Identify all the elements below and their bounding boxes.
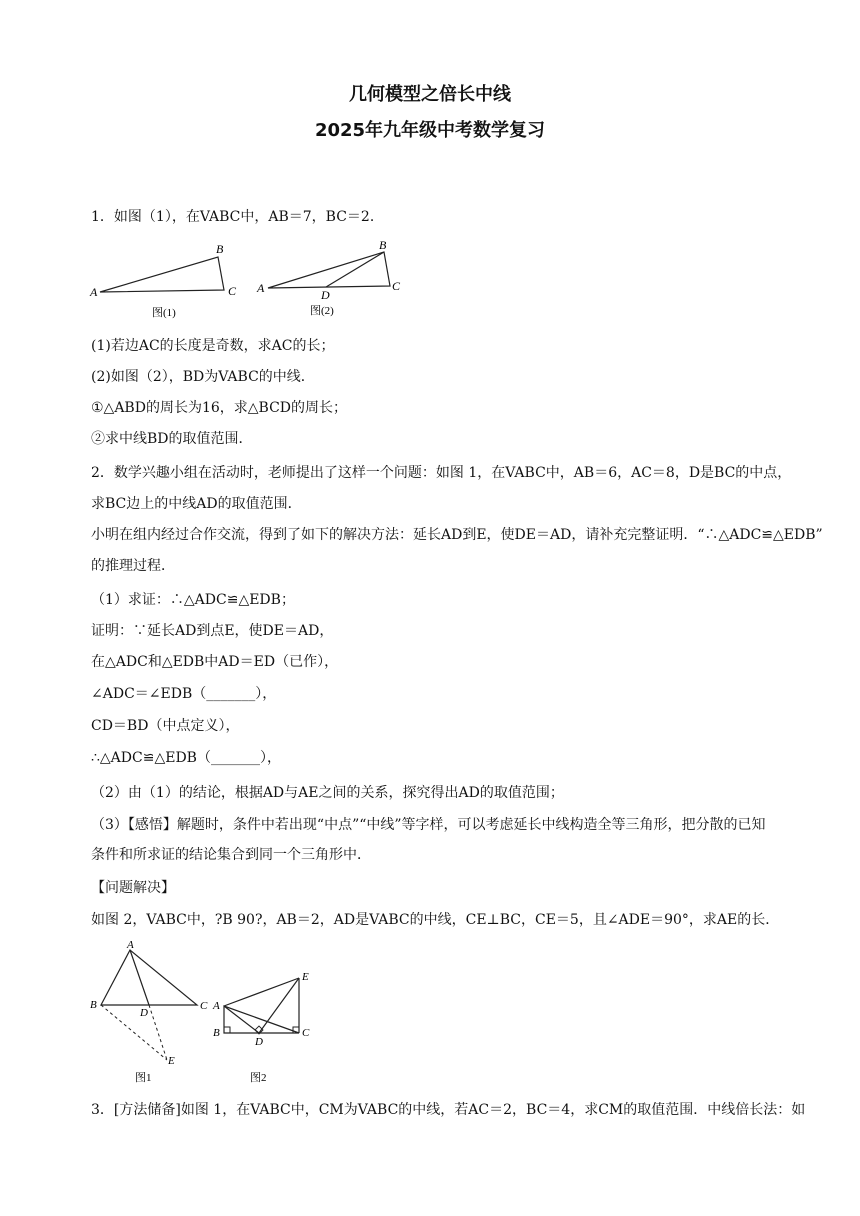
- q2-line3: 小明在组内经过合作交流，得到了如下的解决方法：延长AD到E，使DE＝AD，请补充完整证明．“∴△ADC≌△EDB”: [91, 527, 823, 543]
- q2-fig1-caption: 图1: [135, 1072, 152, 1084]
- q1-figures: [88, 240, 408, 325]
- q2-proof-step3: ∠ADC＝∠EDB（_______），: [91, 686, 277, 702]
- q1-fig2-label-a: A: [257, 281, 265, 295]
- q1-fig2-label-d: D: [321, 288, 330, 302]
- q1-part2-sub2: ②求中线BD的取值范围．: [91, 431, 253, 447]
- q1-fig2-label-c: C: [392, 279, 401, 293]
- q2-fig1-dashed-de: [149, 1005, 167, 1060]
- q2-part3-insight: （3）【感悟】解题时，条件中若出现“中点”“中线”等字样，可以考虑延长中线构造全等三角形，把分散的已知条件和所求证的结论集合到同一个三角形中．: [91, 817, 766, 863]
- q2-line2: 求BC边上的中线AD的取值范围．: [91, 496, 302, 512]
- q1-fig2-triangle: [268, 252, 390, 288]
- q1-part1: (1)若边AC的长度是奇数，求AC的长；: [91, 338, 335, 354]
- q2-fig2-caption: 图2: [250, 1072, 267, 1084]
- q1-fig2-caption: 图(2): [310, 305, 334, 317]
- q1-intro: 1．如图（1），在VABC中，AB＝7，BC＝2．: [91, 209, 384, 225]
- q2-part2: （2）由（1）的结论，根据AD与AE之间的关系，探究得出AD的取值范围；: [91, 785, 564, 801]
- q2-proof-step2: 在△ADC和△EDB中AD＝ED（已作），: [91, 654, 339, 670]
- q2-fig2-label-a: A: [213, 1000, 220, 1012]
- q2-fig2-segment-ad: [224, 1006, 259, 1033]
- q2-fig1-label-e: E: [168, 1055, 175, 1067]
- q2-fig1-label-c: C: [200, 1000, 208, 1012]
- q1-fig1-caption: 图(1): [152, 307, 176, 319]
- q2-fig2-segment-de: [259, 978, 299, 1033]
- q2-fig1-triangle: [101, 950, 197, 1005]
- q2-fig2-label-d: D: [255, 1036, 263, 1048]
- q1-fig1-label-a: A: [90, 285, 98, 299]
- q2-proof-step5: ∴△ADC≌△EDB（_______），: [91, 750, 281, 766]
- q1-fig2-label-b: B: [379, 240, 387, 252]
- q2-figures: [85, 938, 335, 1088]
- q2-fig1-label-d: D: [140, 1007, 148, 1019]
- q2-fig2-label-c: C: [302, 1027, 310, 1039]
- q2-fig2-right-angle-b: [224, 1027, 230, 1033]
- q2-fig2-segment-ae: [224, 978, 299, 1006]
- q2-line1: 2．数学兴趣小组在活动时，老师提出了这样一个问题：如图 1，在VABC中，AB＝6，AC＝8，D是BC的中点，: [91, 465, 792, 481]
- q1-part2-sub1: ①△ABD的周长为16，求△BCD的周长；: [91, 400, 348, 416]
- q2-proof-step1: 证明：∵延长AD到点E，使DE＝AD，: [91, 623, 334, 639]
- q2-fig2-label-b: B: [213, 1027, 220, 1039]
- q2-proof-step4: CD＝BD（中点定义），: [91, 718, 240, 734]
- document-title: 几何模型之倍长中线: [349, 84, 511, 105]
- q2-fig1-dashed-be: [101, 1005, 167, 1060]
- q2-proof-claim: （1）求证：∴△ADC≌△EDB；: [91, 592, 295, 608]
- q2-problem-heading: 【问题解决】: [91, 880, 175, 896]
- q1-fig1-label-b: B: [216, 242, 224, 256]
- document-subtitle: 2025年九年级中考数学复习: [314, 120, 546, 141]
- q2-fig1-label-b: B: [90, 999, 97, 1011]
- q2-line4: 的推理过程．: [91, 558, 175, 574]
- q1-fig1-label-c: C: [228, 284, 237, 298]
- q1-fig1-triangle: [100, 257, 224, 292]
- q3-line1: 3．[方法储备]如图 1，在VABC中，CM为VABC的中线，若AC＝2，BC＝4，求CM的取值范围．中线倍长法：如: [91, 1102, 806, 1118]
- q2-fig2-label-e: E: [302, 971, 309, 983]
- q1-fig2-median-bd: [326, 252, 384, 287]
- q2-problem-text: 如图 2，VABC中，?B 90?，AB＝2，AD是VABC的中线，CE⊥BC，CE＝5，且∠ADE＝90°，求AE的长．: [91, 912, 780, 928]
- q1-part2: (2)如图（2），BD为VABC的中线．: [91, 369, 315, 385]
- q2-fig1-label-a: A: [127, 939, 134, 951]
